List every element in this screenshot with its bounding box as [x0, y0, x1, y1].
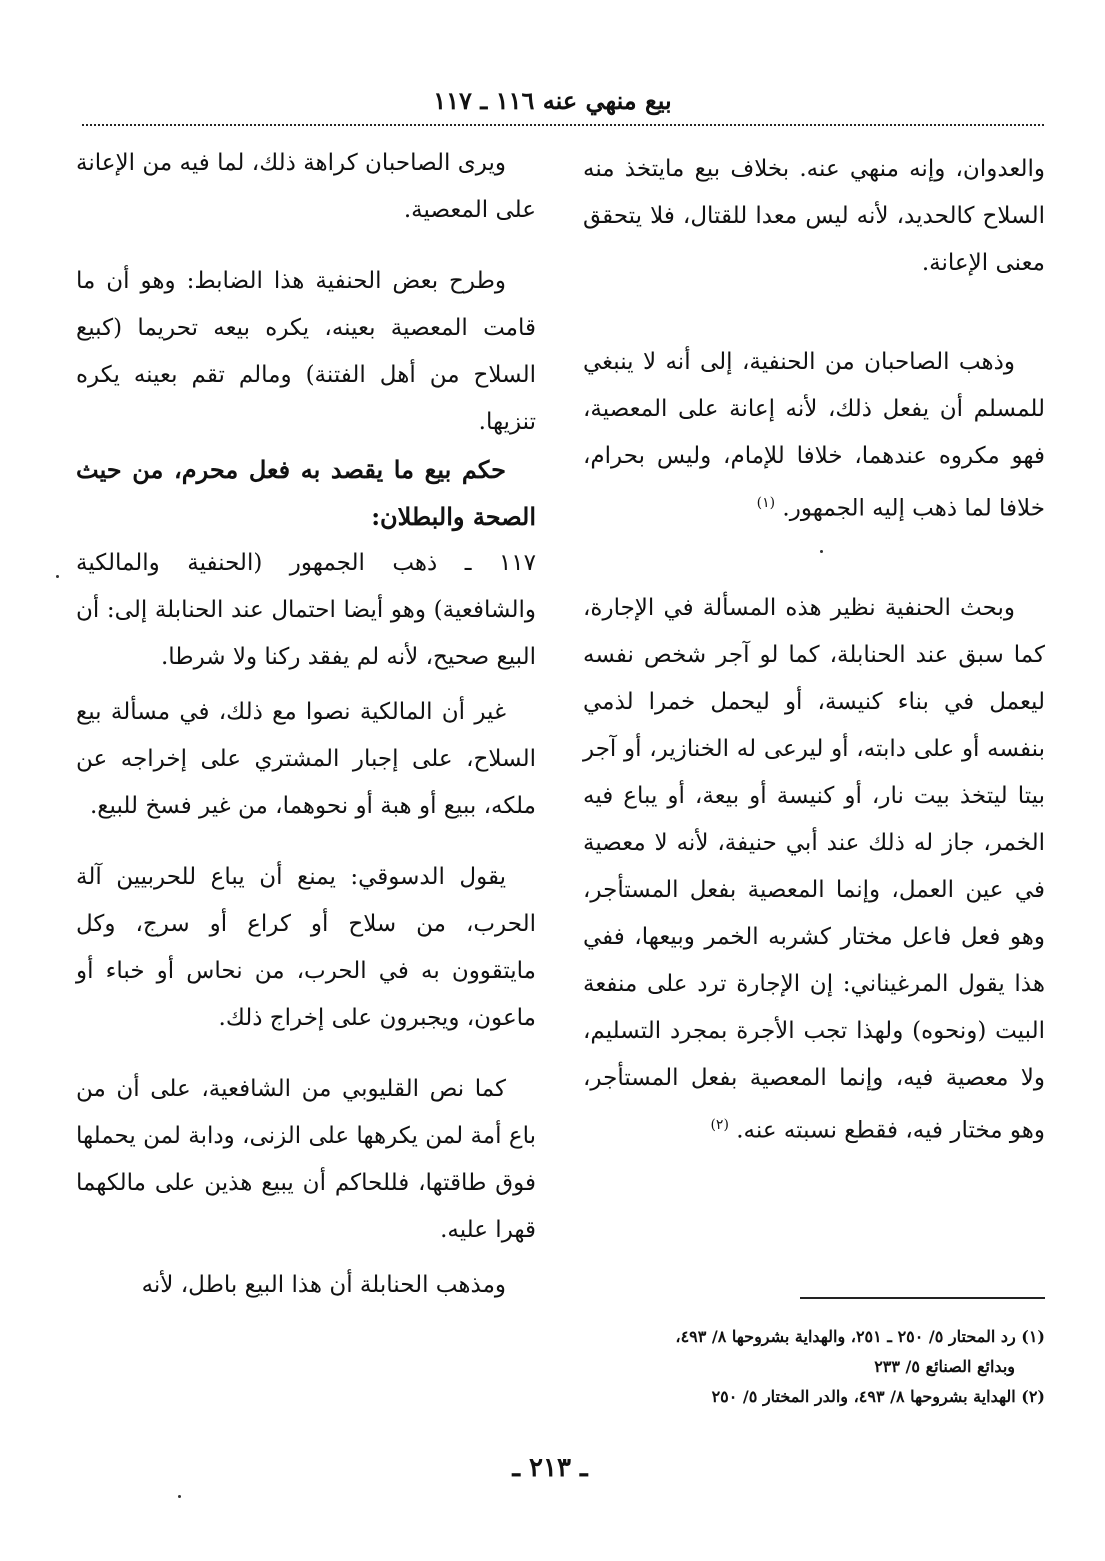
page-number: ـ ٢١٣ ـ [512, 1453, 588, 1483]
footnote-1: (١) رد المحتار ٥/ ٢٥٠ ـ ٢٥١، والهداية بشروحها ٨/ ٤٩٣، [675, 1327, 1045, 1346]
footnote-ref: (١) [756, 495, 776, 511]
footnote-2: (٢) الهداية بشروحها ٨/ ٤٩٣، والدر المختار ٥/ ٢٥٠ [711, 1387, 1045, 1406]
footnote-1-continued: وبدائع الصنائع ٥/ ٢٣٣ [874, 1357, 1015, 1376]
paragraph [583, 585, 1045, 1155]
left-column [76, 140, 536, 1309]
paragraph-text: وبحث الحنفية نظير هذه المسألة في الإجارة، كما سبق عند الحنابلة، كما لو آجر شخص نفسه ليعمل في بناء كنيسة، أو ليحمل خمرا لذمي بنفسه أو على دابته، أو ليرعى له الخنازير، أو آجر بيتا ليتخذ بيت نار، أو كنيسة أو بيعة، أو يباع فيه الخمر، جاز له ذلك عند أبي حنيفة، لأنه لا معصية في عين العمل، وإنما المعصية بفعل المستأجر، وهو فعل فاعل مختار كشربه الخمر وبيعها، ففي هذا يقول المرغيناني: إن الإجارة ترد على منفعة البيت (ونحوه) ولهذا تجب الأجرة بمجرد التسليم، ولا معصية فيه، وإنما المعصية بفعل المستأجر، وهو مختار فيه، فقطع نسبته عنه. [583, 594, 1045, 1144]
speck [820, 550, 823, 553]
speck [178, 1495, 181, 1498]
paragraph: ومذهب الحنابلة أن هذا البيع باطل، لأنه [141, 1272, 506, 1298]
footnote-rule [800, 1297, 1045, 1299]
paragraph [583, 339, 1045, 533]
paragraph-text: وذهب الصاحبان من الحنفية، إلى أنه لا ينبغي للمسلم أن يفعل ذلك، لأنه إعانة على المعصية، فهو مكروه عندهما، خلافا للإمام، وليس بحرام، خلافا لما ذهب إليه الجمهور. [583, 349, 1045, 522]
running-header: بيع منهي عنه ١١٦ ـ ١١٧ [433, 86, 672, 115]
header-dotted-rule [82, 124, 1044, 126]
paragraph: يقول الدسوقي: يمنع أن يباع للحربيين آلة الحرب، من سلاح أو كراع أو سرج، وكل مايتقوون به في الحرب، من نحاس أو خباء أو ماعون، ويجبرون على إخراج ذلك. [76, 864, 536, 1031]
speck [56, 575, 59, 578]
paragraph: ١١٧ ـ ذهب الجمهور (الحنفية والمالكية والشافعية) وهو أيضا احتمال عند الحنابلة إلى: أن البيع صحيح، لأنه لم يفقد ركنا ولا شرطا. [76, 550, 537, 670]
right-column [583, 146, 1045, 1154]
footnote-ref: (٢) [710, 1116, 729, 1133]
footnotes [600, 1322, 1045, 1412]
paragraph: غير أن المالكية نصوا مع ذلك، في مسألة بيع السلاح، على إجبار المشتري على إخراجه عن ملكه، ببيع أو هبة أو نحوهما، من غير فسخ للبيع. [76, 699, 536, 819]
paragraph: وطرح بعض الحنفية هذا الضابط: وهو أن ما قامت المعصية بعينه، يكره بيعه تحريما (كبيع السلاح من أهل الفتنة) ومالم تقم بعينه يكره تنزيها. [76, 268, 536, 435]
paragraph: والعدوان، وإنه منهي عنه. بخلاف بيع مايتخذ منه السلاح كالحديد، لأنه ليس معدا للقتال، فلا يتحقق معنى الإعانة. [583, 156, 1045, 276]
paragraph: كما نص القليوبي من الشافعية، على أن من باع أمة لمن يكرهها على الزنى، ودابة لمن يحملها فوق طاقتها، فللحاكم أن يبيع هذين على مالكهما قهرا عليه. [76, 1076, 536, 1243]
section-heading: حكم بيع ما يقصد به فعل محرم، من حيث الصحة والبطلان: [76, 455, 536, 531]
paragraph: ويرى الصاحبان كراهة ذلك، لما فيه من الإعانة على المعصية. [76, 150, 536, 223]
